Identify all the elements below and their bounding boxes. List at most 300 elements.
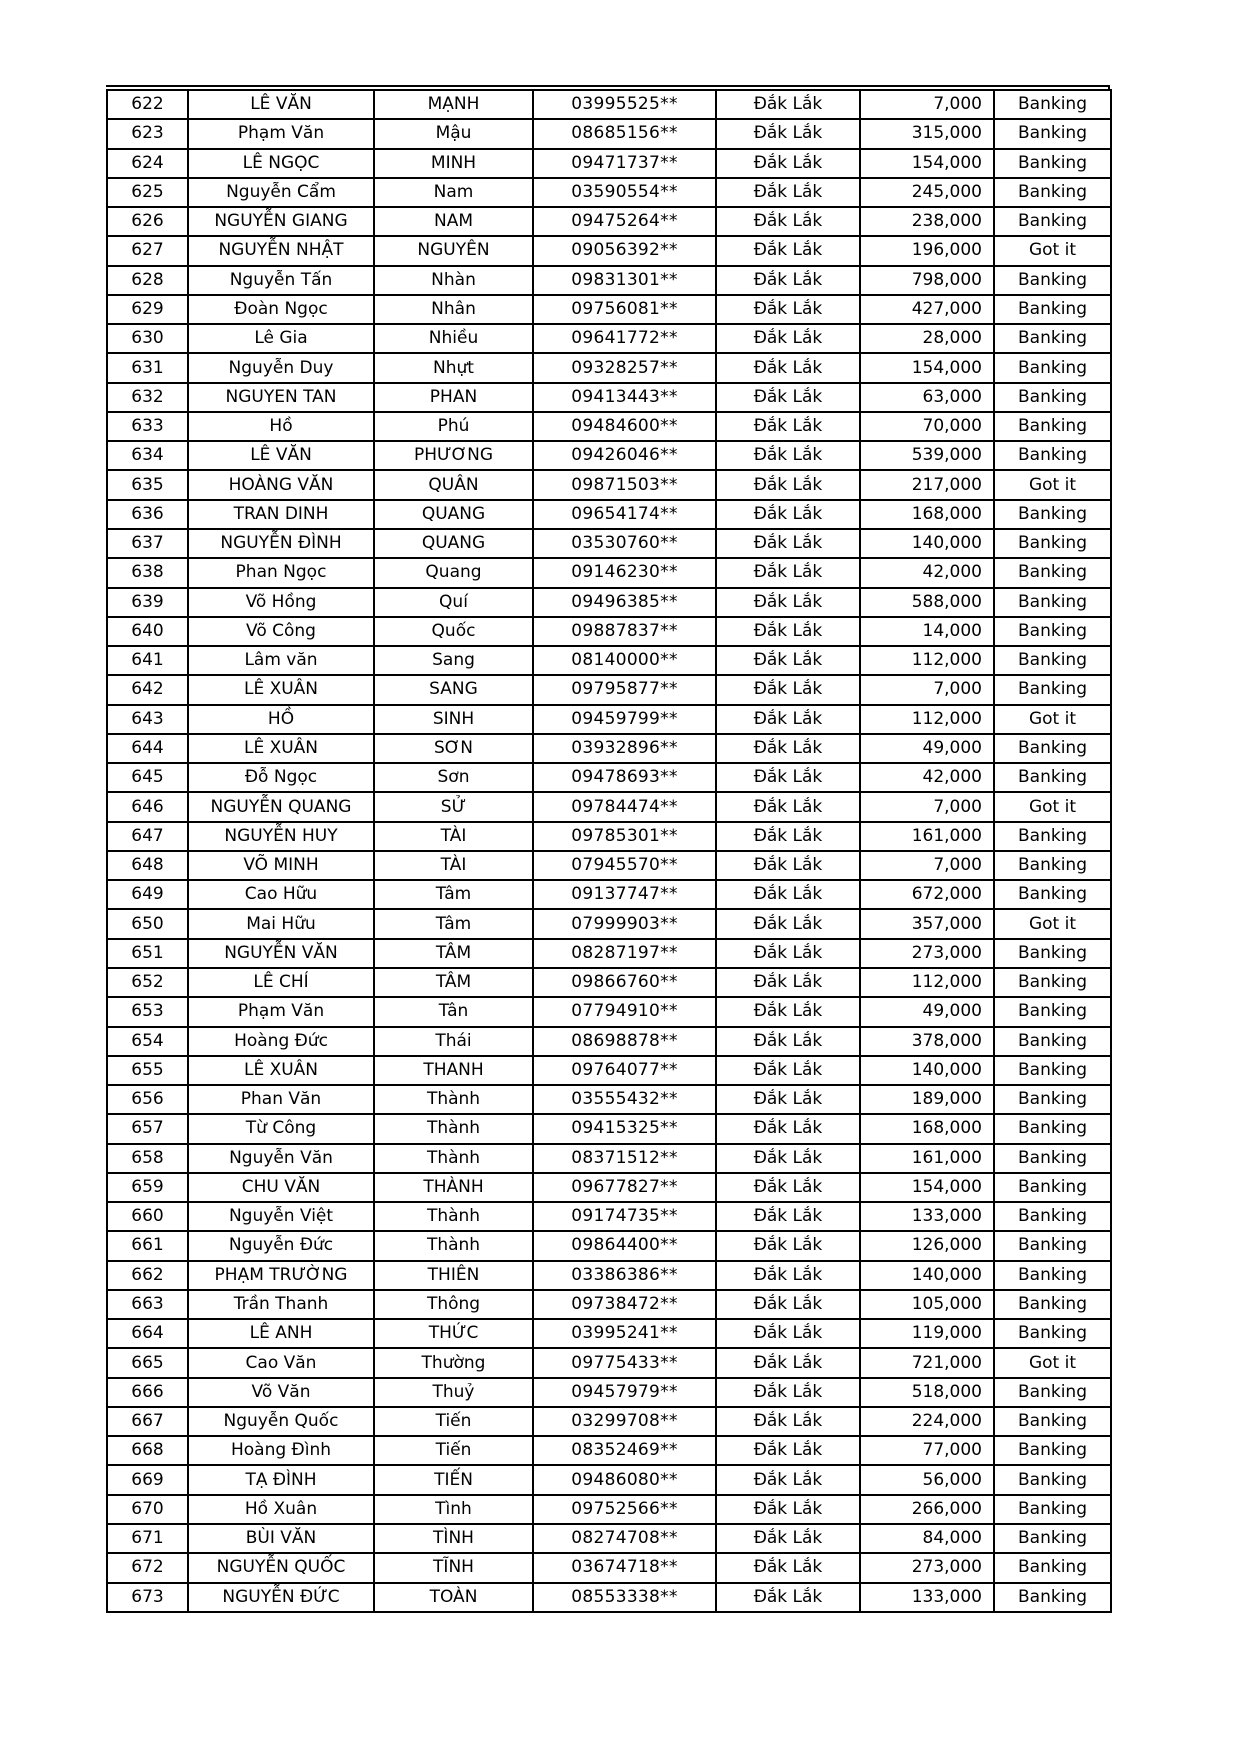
- cell-amount: 140,000: [860, 1056, 994, 1085]
- cell-phone-masked: 09146230**: [533, 558, 716, 587]
- cell-row-number: 637: [107, 529, 188, 558]
- cell-first-middle-name: Võ Công: [188, 617, 374, 646]
- cell-last-name: Tiến: [374, 1407, 533, 1436]
- cell-phone-masked: 08140000**: [533, 646, 716, 675]
- cell-phone-masked: 09764077**: [533, 1056, 716, 1085]
- cell-row-number: 631: [107, 353, 188, 382]
- cell-first-middle-name: Nguyễn Việt: [188, 1202, 374, 1231]
- cell-province: Đắk Lắk: [716, 792, 860, 821]
- cell-amount: 266,000: [860, 1495, 994, 1524]
- cell-province: Đắk Lắk: [716, 295, 860, 324]
- cell-province: Đắk Lắk: [716, 1495, 860, 1524]
- cell-amount: 112,000: [860, 705, 994, 734]
- cell-last-name: TÌNH: [374, 1524, 533, 1553]
- cell-last-name: SANG: [374, 675, 533, 704]
- cell-amount: 7,000: [860, 792, 994, 821]
- table-row: [107, 822, 1111, 851]
- cell-province: Đắk Lắk: [716, 734, 860, 763]
- cell-row-number: 642: [107, 675, 188, 704]
- cell-first-middle-name: NGUYỄN ĐỨC: [188, 1583, 374, 1612]
- cell-row-number: 639: [107, 588, 188, 617]
- cell-province: Đắk Lắk: [716, 675, 860, 704]
- cell-first-middle-name: Đoàn Ngọc: [188, 295, 374, 324]
- cell-province: Đắk Lắk: [716, 1319, 860, 1348]
- cell-row-number: 663: [107, 1290, 188, 1319]
- cell-status: Banking: [994, 119, 1111, 148]
- cell-status: Banking: [994, 646, 1111, 675]
- cell-phone-masked: 09795877**: [533, 675, 716, 704]
- cell-first-middle-name: LÊ CHÍ: [188, 968, 374, 997]
- cell-phone-masked: 09486080**: [533, 1465, 716, 1494]
- cell-last-name: Nhiều: [374, 324, 533, 353]
- cell-last-name: TÀI: [374, 822, 533, 851]
- cell-phone-masked: 09864400**: [533, 1231, 716, 1260]
- cell-status: Banking: [994, 1114, 1111, 1143]
- cell-first-middle-name: Nguyễn Cẩm: [188, 178, 374, 207]
- cell-phone-masked: 08553338**: [533, 1583, 716, 1612]
- cell-last-name: Mậu: [374, 119, 533, 148]
- table-row: [107, 266, 1111, 295]
- cell-amount: 672,000: [860, 880, 994, 909]
- cell-row-number: 656: [107, 1085, 188, 1114]
- cell-first-middle-name: Võ Văn: [188, 1378, 374, 1407]
- cell-province: Đắk Lắk: [716, 1465, 860, 1494]
- cell-first-middle-name: LÊ XUÂN: [188, 675, 374, 704]
- cell-first-middle-name: Hoàng Đức: [188, 1027, 374, 1056]
- cell-province: Đắk Lắk: [716, 266, 860, 295]
- cell-province: Đắk Lắk: [716, 1378, 860, 1407]
- cell-amount: 518,000: [860, 1378, 994, 1407]
- cell-province: Đắk Lắk: [716, 383, 860, 412]
- cell-amount: 133,000: [860, 1202, 994, 1231]
- cell-province: Đắk Lắk: [716, 1524, 860, 1553]
- cell-last-name: NGUYÊN: [374, 236, 533, 265]
- cell-phone-masked: 08352469**: [533, 1436, 716, 1465]
- cell-row-number: 669: [107, 1465, 188, 1494]
- cell-amount: 112,000: [860, 968, 994, 997]
- cell-amount: 196,000: [860, 236, 994, 265]
- cell-status: Banking: [994, 1261, 1111, 1290]
- table-row: [107, 1173, 1111, 1202]
- cell-status: Got it: [994, 909, 1111, 938]
- cell-phone-masked: 07999903**: [533, 909, 716, 938]
- cell-first-middle-name: NGUYEN TAN: [188, 383, 374, 412]
- cell-province: Đắk Lắk: [716, 968, 860, 997]
- cell-phone-masked: 09459799**: [533, 705, 716, 734]
- cell-first-middle-name: LÊ ANH: [188, 1319, 374, 1348]
- table-row: [107, 1261, 1111, 1290]
- cell-phone-masked: 08371512**: [533, 1144, 716, 1173]
- cell-phone-masked: 09756081**: [533, 295, 716, 324]
- cell-phone-masked: 09056392**: [533, 236, 716, 265]
- cell-row-number: 672: [107, 1553, 188, 1582]
- cell-province: Đắk Lắk: [716, 1231, 860, 1260]
- cell-row-number: 658: [107, 1144, 188, 1173]
- cell-phone-masked: 03386386**: [533, 1261, 716, 1290]
- cell-amount: 168,000: [860, 500, 994, 529]
- cell-last-name: Thuỷ: [374, 1378, 533, 1407]
- cell-row-number: 651: [107, 939, 188, 968]
- cell-last-name: TÂM: [374, 968, 533, 997]
- cell-amount: 42,000: [860, 763, 994, 792]
- cell-row-number: 667: [107, 1407, 188, 1436]
- cell-row-number: 668: [107, 1436, 188, 1465]
- cell-last-name: SỬ: [374, 792, 533, 821]
- cell-province: Đắk Lắk: [716, 236, 860, 265]
- cell-province: Đắk Lắk: [716, 822, 860, 851]
- cell-amount: 217,000: [860, 470, 994, 499]
- cell-province: Đắk Lắk: [716, 178, 860, 207]
- table-row: [107, 324, 1111, 353]
- table-row: [107, 470, 1111, 499]
- table-row: [107, 1495, 1111, 1524]
- cell-status: Banking: [994, 266, 1111, 295]
- cell-status: Banking: [994, 1407, 1111, 1436]
- cell-phone-masked: 03555432**: [533, 1085, 716, 1114]
- cell-status: Banking: [994, 178, 1111, 207]
- cell-status: Banking: [994, 500, 1111, 529]
- cell-amount: 154,000: [860, 353, 994, 382]
- cell-amount: 140,000: [860, 529, 994, 558]
- cell-phone-masked: 09871503**: [533, 470, 716, 499]
- cell-row-number: 664: [107, 1319, 188, 1348]
- table-row: [107, 588, 1111, 617]
- table-row: [107, 149, 1111, 178]
- cell-phone-masked: 09738472**: [533, 1290, 716, 1319]
- cell-amount: 161,000: [860, 1144, 994, 1173]
- table-row: [107, 734, 1111, 763]
- cell-first-middle-name: Cao Hữu: [188, 880, 374, 909]
- cell-province: Đắk Lắk: [716, 1290, 860, 1319]
- cell-row-number: 623: [107, 119, 188, 148]
- table-row: [107, 705, 1111, 734]
- cell-status: Banking: [994, 851, 1111, 880]
- cell-status: Got it: [994, 792, 1111, 821]
- cell-status: Banking: [994, 383, 1111, 412]
- cell-status: Banking: [994, 822, 1111, 851]
- cell-first-middle-name: Nguyễn Duy: [188, 353, 374, 382]
- cell-last-name: QUANG: [374, 500, 533, 529]
- table-row: [107, 1290, 1111, 1319]
- cell-row-number: 634: [107, 441, 188, 470]
- cell-first-middle-name: Phạm Văn: [188, 119, 374, 148]
- cell-first-middle-name: Nguyễn Văn: [188, 1144, 374, 1173]
- cell-first-middle-name: Phan Ngọc: [188, 558, 374, 587]
- cell-last-name: Phú: [374, 412, 533, 441]
- cell-phone-masked: 09457979**: [533, 1378, 716, 1407]
- cell-first-middle-name: Hồ Xuân: [188, 1495, 374, 1524]
- cell-first-middle-name: LÊ XUÂN: [188, 734, 374, 763]
- cell-row-number: 654: [107, 1027, 188, 1056]
- cell-province: Đắk Lắk: [716, 1261, 860, 1290]
- cell-last-name: PHAN: [374, 383, 533, 412]
- cell-status: Banking: [994, 207, 1111, 236]
- cell-row-number: 649: [107, 880, 188, 909]
- table-row: [107, 997, 1111, 1026]
- cell-phone-masked: 03995525**: [533, 90, 716, 119]
- cell-province: Đắk Lắk: [716, 1202, 860, 1231]
- cell-row-number: 627: [107, 236, 188, 265]
- cell-province: Đắk Lắk: [716, 939, 860, 968]
- cell-amount: 161,000: [860, 822, 994, 851]
- cell-province: Đắk Lắk: [716, 1144, 860, 1173]
- cell-province: Đắk Lắk: [716, 149, 860, 178]
- cell-status: Banking: [994, 295, 1111, 324]
- cell-status: Banking: [994, 90, 1111, 119]
- cell-row-number: 630: [107, 324, 188, 353]
- cell-amount: 588,000: [860, 588, 994, 617]
- cell-phone-masked: 08274708**: [533, 1524, 716, 1553]
- cell-last-name: MẠNH: [374, 90, 533, 119]
- cell-status: Banking: [994, 558, 1111, 587]
- cell-province: Đắk Lắk: [716, 646, 860, 675]
- table-row: [107, 119, 1111, 148]
- cell-province: Đắk Lắk: [716, 588, 860, 617]
- cell-amount: 273,000: [860, 1553, 994, 1582]
- cell-row-number: 665: [107, 1348, 188, 1377]
- cell-phone-masked: 03530760**: [533, 529, 716, 558]
- table-row: [107, 1348, 1111, 1377]
- cell-province: Đắk Lắk: [716, 763, 860, 792]
- cell-status: Got it: [994, 236, 1111, 265]
- cell-row-number: 648: [107, 851, 188, 880]
- cell-row-number: 660: [107, 1202, 188, 1231]
- cell-status: Banking: [994, 1465, 1111, 1494]
- cell-amount: 42,000: [860, 558, 994, 587]
- cell-last-name: Thái: [374, 1027, 533, 1056]
- cell-row-number: 652: [107, 968, 188, 997]
- cell-first-middle-name: Hồ: [188, 412, 374, 441]
- cropped-previous-row-border: [106, 85, 1110, 87]
- table-row: [107, 1436, 1111, 1465]
- cell-last-name: PHƯƠNG: [374, 441, 533, 470]
- cell-first-middle-name: TRAN DINH: [188, 500, 374, 529]
- cell-last-name: Thành: [374, 1202, 533, 1231]
- cell-status: Banking: [994, 353, 1111, 382]
- cell-status: Got it: [994, 470, 1111, 499]
- cell-status: Banking: [994, 1524, 1111, 1553]
- cell-province: Đắk Lắk: [716, 1553, 860, 1582]
- cell-first-middle-name: LÊ VĂN: [188, 441, 374, 470]
- cell-last-name: Quí: [374, 588, 533, 617]
- cell-last-name: THANH: [374, 1056, 533, 1085]
- cell-last-name: Thành: [374, 1144, 533, 1173]
- cell-row-number: 670: [107, 1495, 188, 1524]
- cell-status: Banking: [994, 1173, 1111, 1202]
- cell-row-number: 632: [107, 383, 188, 412]
- cell-last-name: TÂM: [374, 939, 533, 968]
- cell-first-middle-name: NGUYỄN QUANG: [188, 792, 374, 821]
- cell-province: Đắk Lắk: [716, 1027, 860, 1056]
- cell-last-name: Thông: [374, 1290, 533, 1319]
- cell-first-middle-name: CHU VĂN: [188, 1173, 374, 1202]
- cell-amount: 14,000: [860, 617, 994, 646]
- cell-last-name: Tân: [374, 997, 533, 1026]
- cell-province: Đắk Lắk: [716, 705, 860, 734]
- cell-province: Đắk Lắk: [716, 1348, 860, 1377]
- cell-phone-masked: 03932896**: [533, 734, 716, 763]
- cell-last-name: Thường: [374, 1348, 533, 1377]
- cell-first-middle-name: LÊ XUÂN: [188, 1056, 374, 1085]
- cell-phone-masked: 07945570**: [533, 851, 716, 880]
- cell-province: Đắk Lắk: [716, 119, 860, 148]
- cell-phone-masked: 09328257**: [533, 353, 716, 382]
- table-row: [107, 1583, 1111, 1612]
- table-row: [107, 236, 1111, 265]
- cell-amount: 7,000: [860, 675, 994, 704]
- cell-status: Banking: [994, 1085, 1111, 1114]
- cell-status: Banking: [994, 997, 1111, 1026]
- cell-row-number: 666: [107, 1378, 188, 1407]
- cell-phone-masked: 09496385**: [533, 588, 716, 617]
- table-row: [107, 1465, 1111, 1494]
- cell-amount: 63,000: [860, 383, 994, 412]
- cell-amount: 427,000: [860, 295, 994, 324]
- cell-last-name: THIÊN: [374, 1261, 533, 1290]
- cell-first-middle-name: PHẠM TRƯỜNG: [188, 1261, 374, 1290]
- cell-phone-masked: 03590554**: [533, 178, 716, 207]
- cell-status: Banking: [994, 939, 1111, 968]
- cell-phone-masked: 03299708**: [533, 1407, 716, 1436]
- cell-phone-masked: 09677827**: [533, 1173, 716, 1202]
- cell-last-name: Tiến: [374, 1436, 533, 1465]
- cell-last-name: Tình: [374, 1495, 533, 1524]
- table-row: [107, 558, 1111, 587]
- table-row: [107, 90, 1111, 119]
- cell-last-name: Thành: [374, 1114, 533, 1143]
- cell-amount: 119,000: [860, 1319, 994, 1348]
- cell-first-middle-name: Nguyễn Quốc: [188, 1407, 374, 1436]
- cell-amount: 357,000: [860, 909, 994, 938]
- cell-amount: 77,000: [860, 1436, 994, 1465]
- cell-last-name: TĨNH: [374, 1553, 533, 1582]
- cell-province: Đắk Lắk: [716, 1056, 860, 1085]
- cell-status: Banking: [994, 1290, 1111, 1319]
- cell-last-name: TOÀN: [374, 1583, 533, 1612]
- table-row: [107, 529, 1111, 558]
- donor-table-body: [107, 90, 1111, 1612]
- table-row: [107, 1114, 1111, 1143]
- cell-first-middle-name: LÊ VĂN: [188, 90, 374, 119]
- table-row: [107, 1202, 1111, 1231]
- cell-amount: 112,000: [860, 646, 994, 675]
- cell-row-number: 638: [107, 558, 188, 587]
- cell-first-middle-name: Hoàng Đình: [188, 1436, 374, 1465]
- cell-province: Đắk Lắk: [716, 1173, 860, 1202]
- cell-row-number: 645: [107, 763, 188, 792]
- cell-status: Banking: [994, 675, 1111, 704]
- table-row: [107, 383, 1111, 412]
- cell-last-name: QUANG: [374, 529, 533, 558]
- cell-status: Banking: [994, 1378, 1111, 1407]
- cell-province: Đắk Lắk: [716, 617, 860, 646]
- table-row: [107, 207, 1111, 236]
- cell-row-number: 635: [107, 470, 188, 499]
- table-row: [107, 909, 1111, 938]
- table-row: [107, 441, 1111, 470]
- cell-first-middle-name: Lê Gia: [188, 324, 374, 353]
- cell-phone-masked: 09174735**: [533, 1202, 716, 1231]
- cell-first-middle-name: NGUYỄN ĐÌNH: [188, 529, 374, 558]
- cell-first-middle-name: Mai Hữu: [188, 909, 374, 938]
- cell-province: Đắk Lắk: [716, 324, 860, 353]
- cell-first-middle-name: Cao Văn: [188, 1348, 374, 1377]
- cell-row-number: 646: [107, 792, 188, 821]
- cell-last-name: Sang: [374, 646, 533, 675]
- cell-row-number: 643: [107, 705, 188, 734]
- table-row: [107, 1144, 1111, 1173]
- cell-amount: 105,000: [860, 1290, 994, 1319]
- table-row: [107, 295, 1111, 324]
- cell-row-number: 661: [107, 1231, 188, 1260]
- table-row: [107, 1027, 1111, 1056]
- cell-phone-masked: 09471737**: [533, 149, 716, 178]
- cell-status: Banking: [994, 412, 1111, 441]
- cell-row-number: 641: [107, 646, 188, 675]
- cell-status: Banking: [994, 324, 1111, 353]
- cell-row-number: 628: [107, 266, 188, 295]
- cell-row-number: 636: [107, 500, 188, 529]
- cell-row-number: 659: [107, 1173, 188, 1202]
- cell-amount: 126,000: [860, 1231, 994, 1260]
- cell-row-number: 640: [107, 617, 188, 646]
- cell-last-name: Quốc: [374, 617, 533, 646]
- cell-phone-masked: 09641772**: [533, 324, 716, 353]
- cell-row-number: 633: [107, 412, 188, 441]
- cell-first-middle-name: NGUYỄN VĂN: [188, 939, 374, 968]
- cell-first-middle-name: Nguyễn Tấn: [188, 266, 374, 295]
- table-row: [107, 1553, 1111, 1582]
- cell-status: Banking: [994, 441, 1111, 470]
- cell-row-number: 625: [107, 178, 188, 207]
- cell-status: Banking: [994, 149, 1111, 178]
- cell-last-name: TIẾN: [374, 1465, 533, 1494]
- cell-province: Đắk Lắk: [716, 1114, 860, 1143]
- cell-status: Banking: [994, 734, 1111, 763]
- table-row: [107, 880, 1111, 909]
- cell-status: Banking: [994, 617, 1111, 646]
- cell-province: Đắk Lắk: [716, 1085, 860, 1114]
- cell-row-number: 662: [107, 1261, 188, 1290]
- table-row: [107, 617, 1111, 646]
- table-row: [107, 851, 1111, 880]
- cell-amount: 539,000: [860, 441, 994, 470]
- table-row: [107, 968, 1111, 997]
- table-row: [107, 646, 1111, 675]
- cell-phone-masked: 09887837**: [533, 617, 716, 646]
- table-row: [107, 1231, 1111, 1260]
- cell-amount: 49,000: [860, 997, 994, 1026]
- cell-phone-masked: 09785301**: [533, 822, 716, 851]
- cell-amount: 798,000: [860, 266, 994, 295]
- cell-status: Banking: [994, 1495, 1111, 1524]
- cell-row-number: 657: [107, 1114, 188, 1143]
- cell-amount: 7,000: [860, 851, 994, 880]
- table-row: [107, 1378, 1111, 1407]
- cell-phone-masked: 09415325**: [533, 1114, 716, 1143]
- cell-amount: 315,000: [860, 119, 994, 148]
- cell-first-middle-name: Trần Thanh: [188, 1290, 374, 1319]
- table-row: [107, 939, 1111, 968]
- cell-first-middle-name: HỒ: [188, 705, 374, 734]
- cell-amount: 189,000: [860, 1085, 994, 1114]
- cell-amount: 84,000: [860, 1524, 994, 1553]
- cell-status: Got it: [994, 1348, 1111, 1377]
- cell-amount: 56,000: [860, 1465, 994, 1494]
- cell-first-middle-name: NGUYỄN HUY: [188, 822, 374, 851]
- table-row: [107, 1085, 1111, 1114]
- cell-province: Đắk Lắk: [716, 1436, 860, 1465]
